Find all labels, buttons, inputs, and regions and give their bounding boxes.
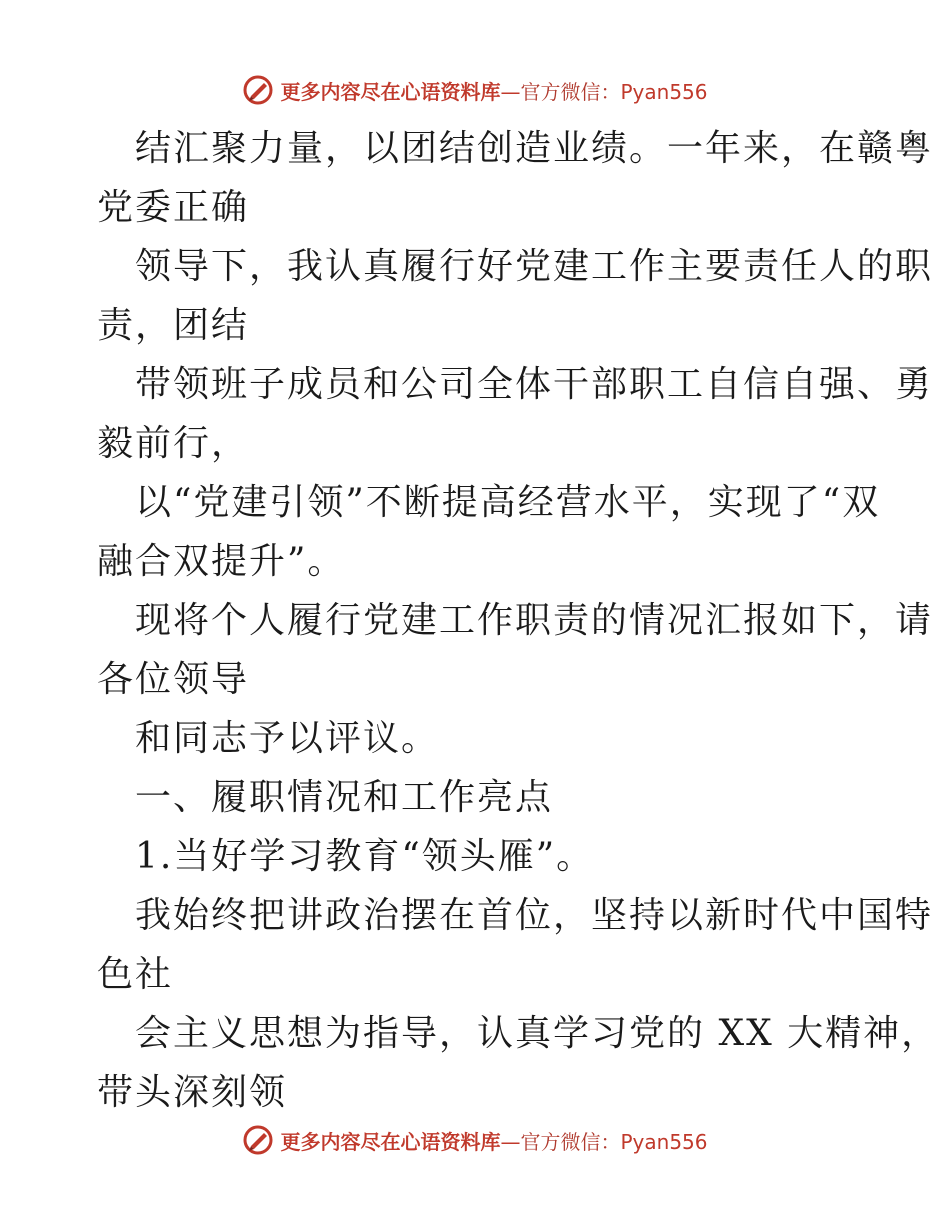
watermark-separator: — [500, 1129, 521, 1154]
text-line: 现将个人履行党建工作职责的情况汇报如下，请 [135, 600, 934, 641]
text-line: 党委正确 [97, 187, 250, 228]
text-line: 领导下，我认真履行好党建工作主要责任人的职 [135, 246, 934, 287]
text-line: 我始终把讲政治摆在首位，坚持以新时代中国特 [135, 895, 934, 936]
watermark-wechat-label: 官方微信： [520, 1129, 621, 1154]
footer-watermark [0, 1120, 950, 1160]
watermark-wechat-label: 官方微信： [520, 79, 621, 104]
text-line: 各位领导 [97, 659, 250, 700]
watermark-brand: 更多内容尽在心语资料库 [280, 1129, 501, 1154]
text-line: 1.当好学习教育“领头雁”。 [135, 836, 595, 877]
header-watermark [0, 70, 950, 110]
text-line: 会主义思想为指导，认真学习党的 XX 大精神， [135, 1013, 940, 1054]
footer-watermark-text [280, 1126, 707, 1155]
document-body [97, 119, 940, 1122]
text-line: 毅前行， [97, 423, 250, 464]
text-line: 结汇聚力量，以团结创造业绩。一年来，在赣粤 [135, 128, 934, 169]
watermark-wechat-handle: Pyan556 [620, 79, 708, 104]
text-line: 以“党建引领”不断提高经营水平，实现了“双 [135, 482, 881, 523]
text-line: 融合双提升”。 [97, 541, 346, 582]
text-line: 带头深刻领 [97, 1072, 288, 1113]
text-line: 和同志予以评议。 [135, 718, 440, 759]
text-line: 色社 [97, 954, 174, 995]
pen-logo-icon [242, 1124, 274, 1156]
text-line: 责，团结 [97, 305, 250, 346]
text-line: 带领班子成员和公司全体干部职工自信自强、勇 [135, 364, 934, 405]
header-watermark-text [280, 76, 707, 105]
watermark-brand: 更多内容尽在心语资料库 [280, 79, 501, 104]
watermark-wechat-handle: Pyan556 [620, 1129, 708, 1154]
watermark-separator: — [500, 79, 521, 104]
text-line: 一、履职情况和工作亮点 [135, 777, 554, 818]
pen-logo-icon [242, 74, 274, 106]
